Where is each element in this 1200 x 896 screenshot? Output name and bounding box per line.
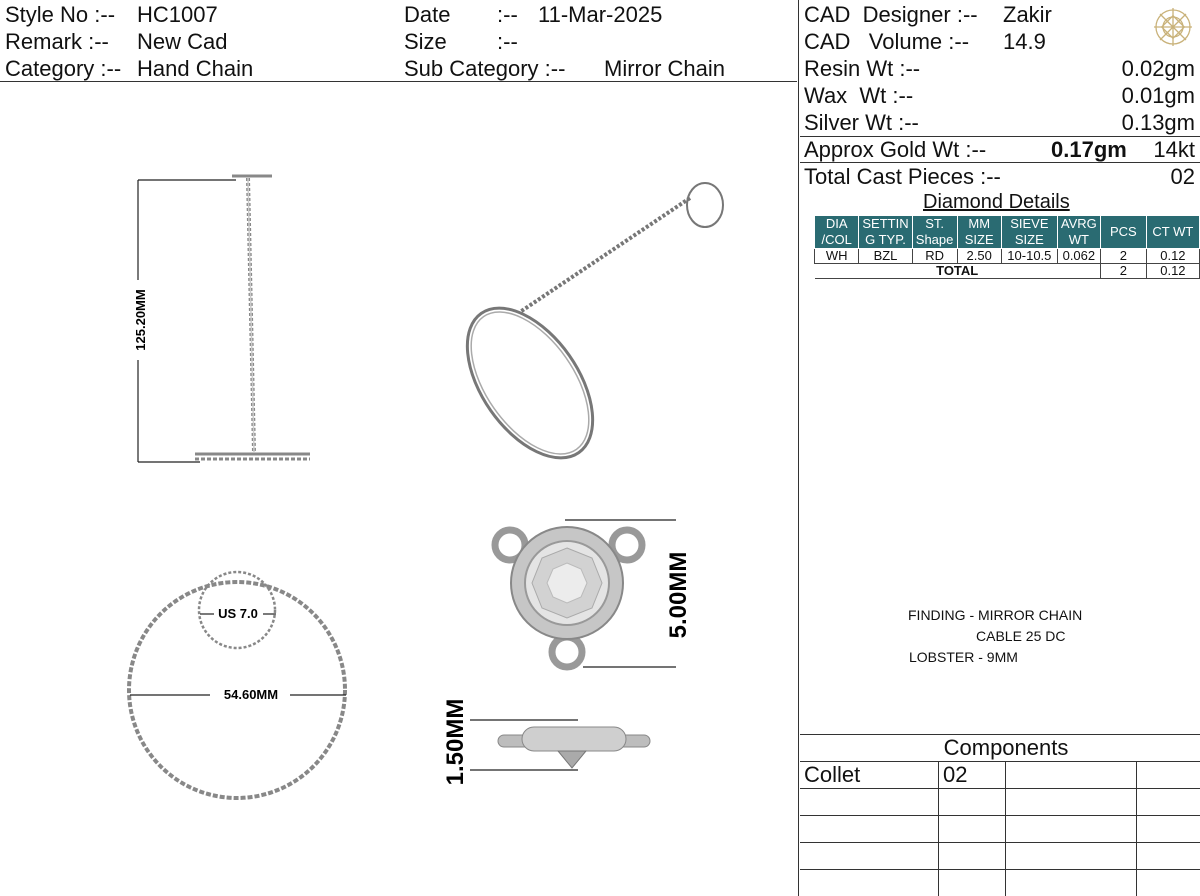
component-name: Collet (804, 762, 861, 787)
diamond-table (814, 215, 1200, 279)
total-pcs: 2 (1100, 264, 1146, 279)
col-stone-shape: ST. Shape (912, 216, 957, 249)
cad-drawing (0, 82, 797, 896)
date-value: 11-Mar-2025 (538, 2, 663, 27)
components-rule-4 (800, 842, 1200, 843)
style-no-value: HC1007 (137, 2, 218, 27)
resin-label: Resin Wt :-- (804, 56, 921, 81)
diamond-table-header (815, 216, 1200, 249)
total-label: TOTAL (815, 264, 1101, 279)
diameter-label: 54.60MM (223, 687, 279, 702)
components-col-3 (1136, 761, 1137, 896)
cell-dia: WH (815, 249, 859, 264)
remark-value: New Cad (137, 29, 228, 54)
silver-label: Silver Wt :-- (804, 110, 919, 135)
components-rule-2 (800, 788, 1200, 789)
subcategory-label: Sub Category :-- (404, 56, 566, 81)
diamond-details-title: Diamond Details (923, 191, 1070, 213)
silver-value: 0.13gm (1121, 110, 1195, 135)
components-title: Components (943, 735, 1069, 760)
thickness-label: 1.50MM (442, 698, 469, 786)
subcategory-value: Mirror Chain (604, 56, 726, 81)
category-label: Category :-- (5, 56, 122, 81)
col-dia: DIA /COL (815, 216, 859, 249)
category-value: Hand Chain (137, 56, 254, 81)
cast-value: 02 (1170, 164, 1195, 189)
gold-karat: 14kt (1153, 137, 1195, 162)
chain-side-view (195, 176, 310, 459)
components-rule-5 (800, 869, 1200, 870)
gold-value: 0.17gm (1051, 137, 1127, 162)
cad-volume-value: 14.9 (1003, 29, 1046, 54)
col-sieve-size: SIEVE SIZE (1001, 216, 1057, 249)
connector-front-view (495, 527, 642, 667)
wax-label: Wax Wt :-- (804, 83, 914, 108)
gold-label: Approx Gold Wt :-- (804, 137, 987, 162)
note-line-3: LOBSTER - 9MM (909, 649, 1018, 665)
cell-ct: 0.12 (1146, 249, 1199, 264)
component-qty: 02 (943, 762, 968, 787)
total-ct: 0.12 (1146, 264, 1199, 279)
cast-label: Total Cast Pieces :-- (804, 164, 1001, 189)
table-row (815, 249, 1200, 264)
size-label: Size (404, 29, 447, 54)
connector-side-view (498, 727, 650, 768)
table-total-row (815, 264, 1200, 279)
note-line-2: CABLE 25 DC (976, 628, 1066, 644)
resin-value: 0.02gm (1121, 56, 1195, 81)
cad-volume-label: CAD Volume :-- (804, 29, 970, 54)
components-col-2 (1005, 761, 1006, 896)
length-dimension (138, 180, 236, 462)
col-ct-wt: CT WT (1146, 216, 1199, 249)
height-label: 5.00MM (665, 551, 692, 639)
chain-perspective-view (442, 183, 723, 480)
panel-divider (798, 0, 799, 896)
components-col-1 (938, 761, 939, 896)
cell-pcs: 2 (1100, 249, 1146, 264)
remark-label: Remark :-- (5, 29, 109, 54)
style-no-label: Style No :-- (5, 2, 116, 27)
ring-size-label: US 7.0 (218, 606, 258, 621)
col-setting-type: SETTIN G TYP. (859, 216, 912, 249)
wax-value: 0.01gm (1121, 83, 1195, 108)
cell-shape: RD (912, 249, 957, 264)
cell-mm: 2.50 (957, 249, 1001, 264)
col-avg-wt: AVRG WT (1057, 216, 1100, 249)
brand-logo (1150, 4, 1196, 50)
length-label: 125.20MM (133, 289, 148, 351)
note-line-1: FINDING - MIRROR CHAIN (908, 607, 1083, 623)
date-label: Date (404, 2, 451, 27)
cell-avg: 0.062 (1057, 249, 1100, 264)
size-sep: :-- (497, 29, 518, 54)
cell-setting: BZL (859, 249, 912, 264)
components-rule-3 (800, 815, 1200, 816)
cell-sieve: 10-10.5 (1001, 249, 1057, 264)
col-mm-size: MM SIZE (957, 216, 1001, 249)
cad-designer-label: CAD Designer :-- (804, 2, 978, 27)
col-pcs: PCS (1100, 216, 1146, 249)
date-sep: :-- (497, 2, 518, 27)
cad-designer-value: Zakir (1003, 2, 1052, 27)
